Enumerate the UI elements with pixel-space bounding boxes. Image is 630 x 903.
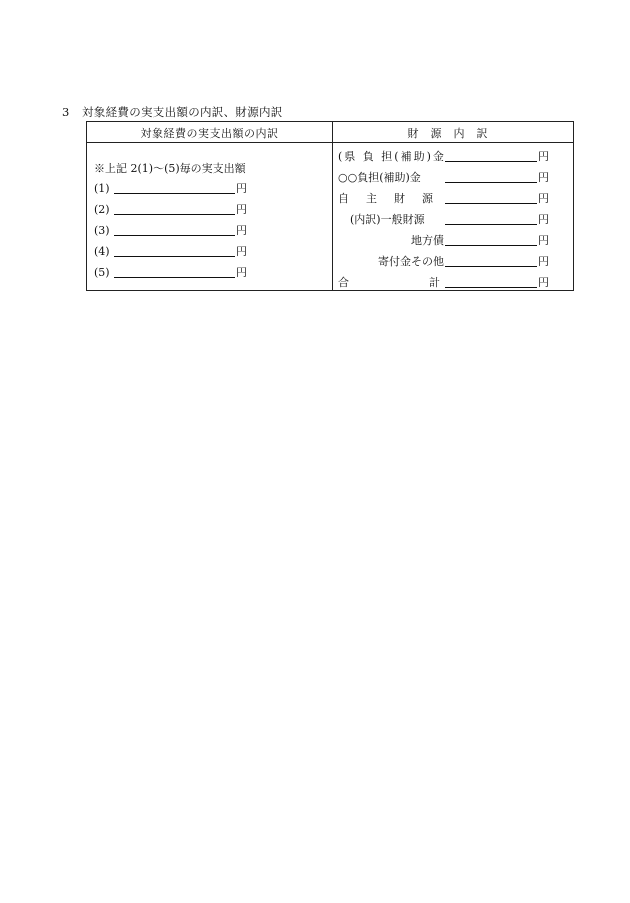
yen-unit: 円 [538, 150, 549, 163]
right-item-label: 自主財源 [338, 192, 450, 205]
yen-unit: 円 [236, 224, 247, 237]
amount-field[interactable] [114, 244, 235, 257]
amount-field[interactable] [445, 275, 537, 288]
right-item-row [338, 170, 572, 185]
yen-unit: 円 [538, 192, 549, 205]
yen-unit: 円 [236, 245, 247, 258]
right-item-row [338, 149, 572, 164]
right-item-label: 合計 [338, 276, 520, 289]
yen-unit: 円 [538, 276, 549, 289]
right-item-label: 地方債 [411, 234, 444, 247]
right-item-label: (内訳)一般財源 [350, 213, 425, 226]
amount-field[interactable] [445, 170, 537, 183]
amount-field[interactable] [445, 254, 537, 267]
right-item-label: (県 負 担(補助)金 [338, 150, 446, 163]
left-item-row [94, 223, 334, 238]
left-item-label: (2) [94, 203, 110, 216]
yen-unit: 円 [538, 171, 549, 184]
amount-field[interactable] [114, 223, 235, 236]
breakdown-table [86, 121, 574, 291]
amount-field[interactable] [445, 149, 537, 162]
amount-field[interactable] [445, 212, 537, 225]
amount-field[interactable] [114, 202, 235, 215]
yen-unit: 円 [236, 182, 247, 195]
section-number: 3 [62, 105, 70, 119]
right-item-row [338, 212, 572, 227]
left-item-label: (4) [94, 245, 110, 258]
right-item-label: ○○負担(補助)金 [338, 171, 421, 184]
left-item-row [94, 265, 334, 280]
right-item-row [338, 233, 572, 248]
left-item-label: (5) [94, 266, 110, 279]
amount-field[interactable] [445, 191, 537, 204]
yen-unit: 円 [538, 234, 549, 247]
left-note: ※上記 2(1)～(5)毎の実支出額 [94, 162, 246, 175]
right-item-row [338, 275, 572, 290]
yen-unit: 円 [236, 203, 247, 216]
section-heading [62, 104, 283, 120]
section-title: 対象経費の実支出額の内訳、財源内訳 [82, 105, 283, 119]
right-item-row [338, 191, 572, 206]
left-item-row [94, 244, 334, 259]
right-item-label: 寄付金その他 [378, 255, 444, 268]
left-item-label: (3) [94, 224, 110, 237]
amount-field[interactable] [114, 265, 235, 278]
yen-unit: 円 [538, 213, 549, 226]
left-item-row [94, 202, 334, 217]
left-column-header: 対象経費の実支出額の内訳 [140, 127, 279, 140]
left-item-row [94, 181, 334, 196]
amount-field[interactable] [114, 181, 235, 194]
left-item-label: (1) [94, 182, 110, 195]
amount-field[interactable] [445, 233, 537, 246]
yen-unit: 円 [538, 255, 549, 268]
yen-unit: 円 [236, 266, 247, 279]
right-column-header: 財源内訳 [407, 127, 500, 140]
header-divider [87, 142, 573, 143]
right-item-row [338, 254, 572, 269]
